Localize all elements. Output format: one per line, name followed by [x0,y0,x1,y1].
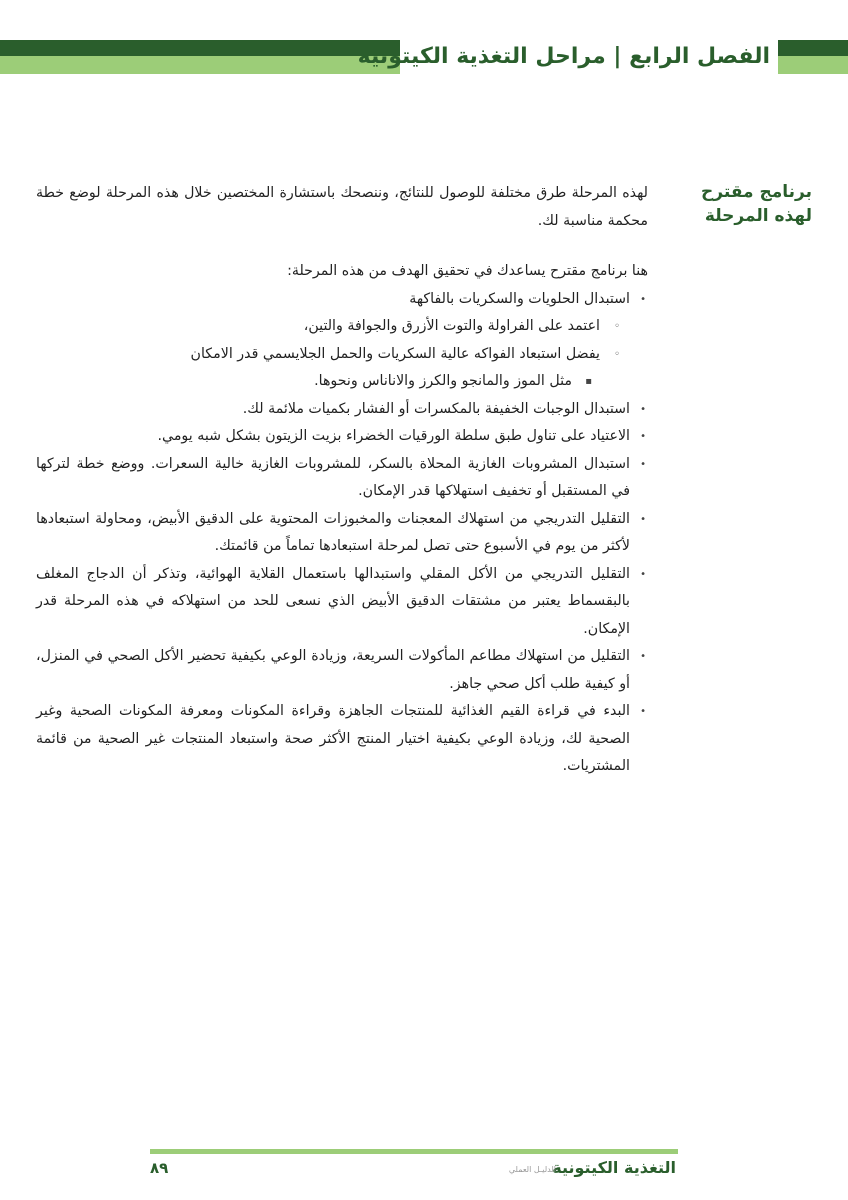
list-item [36,451,648,506]
list-item [36,313,648,341]
bullet-icon: • [640,293,646,305]
bullet-icon: • [640,568,646,580]
list-item [36,643,648,698]
list-item [36,368,648,396]
list-item-text: البدء في قراءة القيم الغذائية للمنتجات الجاهزة وقراءة المكونات ومعرفة المكونات الصحية وغير الصحية لك، وزيادة الوعي بكيفية اختيار المنتج الأكثر صحة واستبعاد المنتجات غير الصحية من قائمة المشتريات. [36,703,630,774]
list-item [36,561,648,644]
list-item [36,506,648,561]
section-heading-line-2: لهذه المرحلة [704,206,812,226]
list-item [36,698,648,781]
list-item [36,286,648,314]
list-item-text: التقليل من استهلاك مطاعم المأكولات السريعة، وزيادة الوعي بكيفية تحضير الأكل الصحي في المنزل، أو كيفية طلب أكل صحي جاهز. [36,648,630,692]
list-item-text: الاعتياد على تناول طبق سلطة الورقيات الخضراء بزيت الزيتون بشكل شبه يومي. [157,428,630,444]
header-bar-dark-left [0,40,400,56]
bullet-icon: • [640,431,646,442]
list-item-text: التقليل التدريجي من الأكل المقلي واستبدالها باستعمال القلاية الهوائية، وتذكر أن الدجاج المغلف بالبقسماط يعتبر من مشتقات الدقيق الأبيض الذي نسعى للحد من استهلاكه في هذه المرحلة قدر الإمكان. [36,565,630,637]
list-item [36,341,648,369]
bullet-icon: • [640,513,646,525]
list-item-text: استبدال الحلويات والسكريات بالفاكهة [409,290,630,307]
page-number: ٨٩ [150,1159,169,1177]
footer-book-title: التغذية الكيتونية [552,1158,676,1177]
square-bullet-icon: ▪ [585,376,592,387]
chapter-title: الفصل الرابع | مراحل التغذية الكيتونية [357,44,770,69]
header-bar-light-right [778,56,848,74]
list-item-text: التقليل التدريجي من استهلاك المعجنات والمخبوزات المحتوية على الدقيق الأبيض، ومحاولة استبعادها لأكثر من يوم في الأسبوع حتى تصل لمرحلة استبعادها تماماً من قائمتك. [36,510,630,554]
bullet-icon: • [640,458,646,470]
list-item [36,396,648,424]
list-item [36,423,648,451]
lead-paragraph: هنا برنامج مقترح يساعدك في تحقيق الهدف من هذه المرحلة: [287,263,648,279]
circle-bullet-icon: ◦ [614,321,620,332]
circle-bullet-icon: ◦ [614,348,620,360]
footer-rule [150,1149,678,1154]
list-item-text: اعتمد على الفراولة والتوت الأزرق والجوافة والتين، [303,318,600,334]
header-bar-light-left [0,56,400,74]
list-item-text: استبدال الوجبات الخفيفة بالمكسرات أو الفشار بكميات ملائمة لك. [242,400,630,417]
intro-paragraph: لهذه المرحلة طرق مختلفة للوصول للنتائج، وننصحك باستشارة المختصين خلال هذه المرحلة لوضع خطة محكمة مناسبة لك. [36,185,648,229]
bullet-icon: • [640,706,646,717]
body-content [36,180,648,781]
plan-list [36,286,648,781]
list-item-text: مثل الموز والمانجو والكرز والاناناس ونحوها. [314,373,572,389]
bullet-icon: • [640,651,646,662]
bullet-icon: • [640,403,646,415]
list-item-text: يفضل استبعاد الفواكه عالية السكريات والحمل الجلايسمي قدر الامكان [190,345,600,362]
header-bar-dark-right [778,40,848,56]
section-heading-line-1: برنامج مقترح [701,182,812,202]
section-heading [664,180,812,228]
list-item-text: استبدال المشروبات الغازية المحلاة بالسكر، للمشروبات الغازية خالية السعرات. ووضع خطة لتركها في المستقبل أو تخفيف استهلاكها قدر الإمكان. [36,455,630,499]
footer-book-subtitle: الدليـل العملي [508,1165,556,1174]
